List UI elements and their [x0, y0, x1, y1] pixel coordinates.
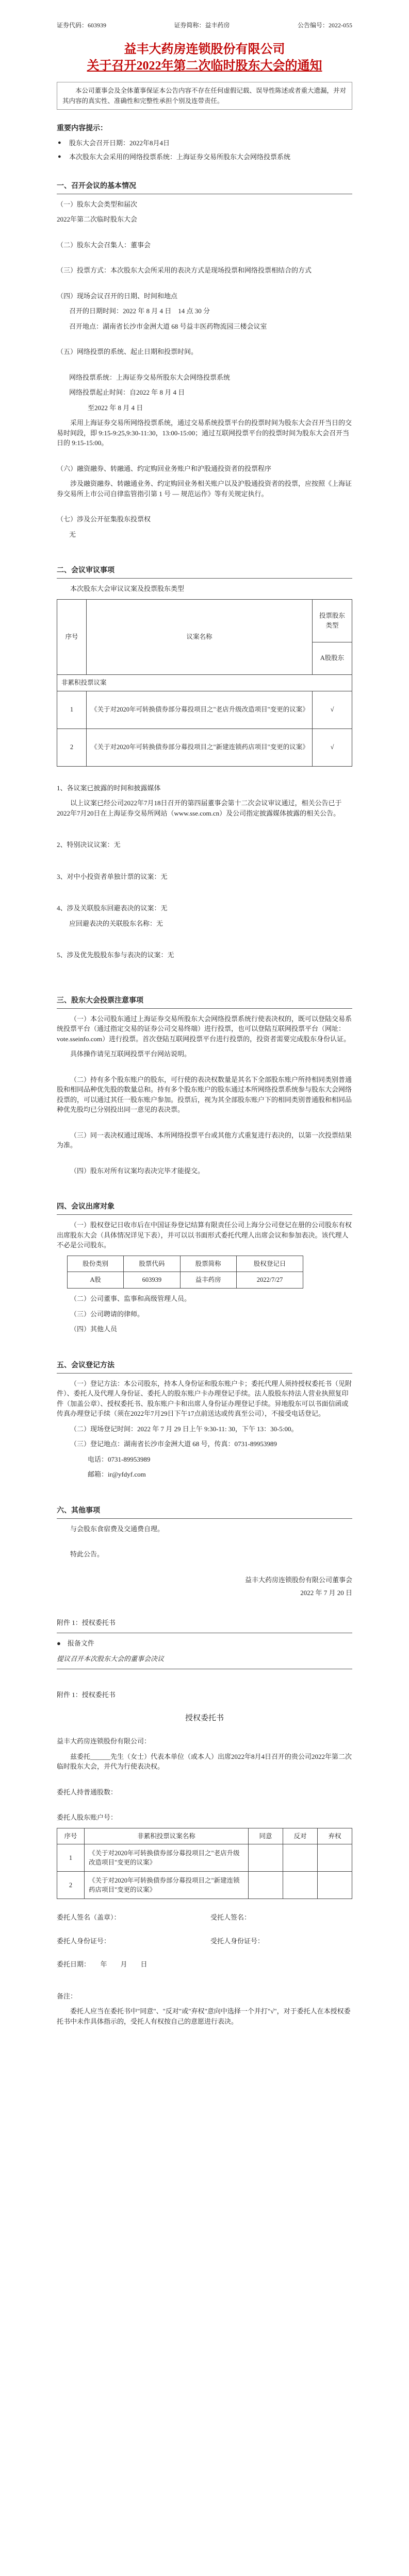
row-name: 《关于对2020年可转换债券部分募投项目之"新建连锁药店项目"变更的议案》 [85, 1872, 249, 1899]
section-5-head: 五、会议登记方法 [57, 1361, 114, 1369]
s3-p1: （一）本公司股东通过上海证券交易所股东大会网络投票系统行使表决权的，既可以登陆交易系统投票平台（通过指定交易的证券公司交易终端）进行投票，也可以登陆互联网投票平台（网址：vote.sseinfo.com）进行投票。首次登陆互联网投票平台进行投票的，投资者需要完成股东身份认证。 [57, 1014, 352, 1043]
company-title: 益丰大药房连锁股份有限公司 [124, 43, 285, 56]
s5-p1: （一）登记方法：本公司股东，持本人身份证和股东账户卡；委托代理人须持授权委托书（见附件）、委托人及代理人身份证、委托人的股东账户卡办理登记手续。法人股股东持法人营业执照复印件（加盖公章）、授权委托书、股东账户卡和出席人身份证办理登记手续。异地股东可以书面信函或传真办理登记手续（须在2022年7月29日下午17点前送达或传真至公司），不接受电话登记。 [57, 1379, 352, 1418]
s2-n2: 2、特别决议议案：无 [57, 841, 121, 849]
divider [57, 1008, 352, 1009]
s1-e-label: （五）网络投票的系统、起止日期和投票时间。 [57, 348, 198, 356]
s1-c-label: （三）投票方式：本次股东大会所采用的表决方式是现场投票和网络投票相结合的方式 [57, 266, 312, 275]
section-6-head: 六、其他事项 [57, 1506, 100, 1515]
table-row [68, 1272, 303, 1289]
signature-row [57, 1912, 352, 1923]
id-row [57, 1936, 352, 1946]
col-vote-type: 投票股东类型 [313, 599, 352, 642]
s1-a-value: 2022年第二次临时股东大会 [57, 215, 138, 224]
s3-p4: （四）股东对所有议案均表决完毕才能提交。 [70, 1166, 205, 1175]
vote-against-cell[interactable] [283, 1844, 318, 1872]
principal-id: 委托人身份证号： [57, 1937, 111, 1945]
s5-p2: （二）现场登记时间：2022 年 7 月 29 日上午 9:30-11: 30，下午 13：30-5:00。 [70, 1425, 298, 1433]
s2-n4b: 应回避表决的关联股东名称：无 [69, 919, 163, 927]
proposal-table [57, 599, 352, 767]
s1-d-label: （四）现场会议召开的日期、时间和地点 [57, 292, 178, 300]
s1-e-desc: 采用上海证券交易所网络投票系统，通过交易系统投票平台的投票时间为股东大会召开当日的交易时间段，即 9:15-9:25,9:30-11:30，13:00-15:00；通过互联网投票平台的投票时间为股东大会召开当日的 9:15-15:00。 [57, 419, 352, 447]
s1-d-place: 召开地点：湖南省长沙市金洲大道 68 号益丰医药物流园三楼会议室 [69, 322, 267, 330]
col-for: 同意 [249, 1828, 283, 1844]
col-abstain: 弃权 [318, 1828, 352, 1844]
col-a-share: A股股东 [313, 642, 352, 674]
s3-p3: （三）同一表决权通过现场、本所网络投票平台或其他方式重复进行表决的，以第一次投票结果为准。 [57, 1131, 352, 1149]
table-row [57, 1844, 352, 1872]
col-share-class: 股份类别 [68, 1256, 124, 1272]
vote-abstain-cell[interactable] [318, 1872, 352, 1899]
note-text: 委托人应当在委托书中"同意"、"反对"或"弃权"意向中选择一个并打"√"，对于委托人在本授权委托书中未作具体指示的，受托人有权按自己的意愿进行表决。 [57, 2007, 351, 2025]
proxy-body: 兹委托______先生（女士）代表本单位（或本人）出席2022年8月4日召开的贵公司2022年第二次临时股东大会，并代为行使表决权。 [57, 1752, 352, 1771]
filing-docs-head: ● 报备文件 [57, 1639, 94, 1648]
row-seq: 1 [57, 1844, 85, 1872]
s4-p4: （四）其他人员 [70, 1325, 118, 1333]
section-2-head: 二、会议审议事项 [57, 567, 114, 575]
agent-signature: 受托人签名： [210, 1913, 251, 1922]
divider [57, 1373, 352, 1374]
col-proposal-name: 议案名称 [87, 599, 313, 674]
s1-a-label: （一）股东大会类型和届次 [57, 200, 138, 208]
vote-for-cell[interactable] [249, 1872, 283, 1899]
proxy-ordinary: 委托人持普通股数： [57, 1788, 118, 1796]
sign-date: 2022 年 7 月 20 日 [300, 1589, 352, 1597]
col-stock-abbr: 股票简称 [180, 1256, 236, 1272]
important-item: ● 本次股东大会采用的网络投票系统：上海证券交易所股东大会网络投票系统 [57, 152, 352, 162]
section-3-head: 三、股东大会投票注意事项 [57, 996, 143, 1005]
section-1-head: 一、召开会议的基本情况 [57, 182, 136, 190]
s2-n3: 3、对中小投资者单独计票的议案：无 [57, 872, 168, 880]
s5-phone: 电话：0731-89953989 [88, 1455, 151, 1463]
agent-id: 受托人身份证号： [210, 1937, 264, 1945]
filing-docs-text: 提议召开本次股东大会的董事会决议 [57, 1654, 165, 1663]
record-date-table [67, 1256, 303, 1289]
proxy-account: 委托人股东账户号： [57, 1814, 118, 1822]
proxy-vote-table [57, 1828, 352, 1900]
s4-p1: （一）股权登记日收市后在中国证券登记结算有限责任公司上海分公司登记在册的公司股东有权出席股东大会（具体情况详见下表），并可以以书面形式委托代理人出席会议和参加表决。该代理人不必是公司股东。 [57, 1221, 352, 1249]
col-seq: 序号 [57, 1828, 85, 1844]
s6-p1: 与会股东食宿费及交通费自理。 [70, 1524, 165, 1533]
s1-e-range1: 网络投票起止时间：自2022 年 8 月 4 日 [69, 388, 185, 397]
s2-n5: 5、涉及优先股股东参与表决的议案：无 [57, 951, 174, 959]
row-seq: 1 [57, 691, 87, 728]
cell-stock-abbr: 益丰药房 [180, 1272, 236, 1289]
row-seq: 2 [57, 728, 87, 766]
s1-b-label: （二）股东大会召集人：董事会 [57, 241, 151, 249]
cell-share-class: A股 [68, 1272, 124, 1289]
s2-n1-text: 以上议案已经公司2022年7月18日召开的第四届董事会第十二次会议审议通过，相关公告已于2022年7月20日在上海证券交易所网站（www.sse.com.cn）及公司指定披露媒体披露的相关公告。 [57, 799, 342, 817]
s2-n1-head: 1、各议案已披露的时间和披露媒体 [57, 784, 161, 792]
s5-p3: （三）登记地点：湖南省长沙市金洲大道 68 号，传真：0731-89953989 [70, 1440, 277, 1448]
group-row: 非累积投票议案 [57, 674, 352, 691]
table-row [57, 1872, 352, 1899]
notice-title: 关于召开2022年第二次临时股东大会的通知 [87, 59, 322, 73]
s2-intro: 本次股东大会审议议案及投票股东类型 [70, 585, 185, 593]
vote-against-cell[interactable] [283, 1872, 318, 1899]
important-head: 重要内容提示： [57, 124, 107, 132]
s4-p2: （二）公司董事、监事和高级管理人员。 [70, 1295, 191, 1303]
row-mark: √ [313, 691, 352, 728]
col-proposal-name: 非累积投票议案名称 [85, 1828, 249, 1844]
s1-e-range2: 至2022 年 8 月 4 日 [88, 403, 143, 412]
table-row [57, 728, 352, 766]
board-disclaimer: 本公司董事会及全体董事保证本公告内容不存在任何虚假记载、误导性陈述或者重大遗漏，并对其内容的真实性、准确性和完整性承担个别及连带责任。 [57, 82, 352, 110]
s5-email: 邮箱：ir@yfdyf.com [88, 1470, 146, 1479]
stock-abbr: 证券简称：益丰药房 [174, 22, 230, 29]
s1-g-value: 无 [69, 530, 76, 538]
note-head: 备注： [57, 1992, 77, 2000]
s1-d-time: 召开的日期时间：2022 年 8 月 4 日 14 点 30 分 [69, 307, 210, 315]
row-name: 《关于对2020年可转换债券部分募投项目之"老店升级改造项目"变更的议案》 [87, 691, 313, 728]
cell-record-date: 2022/7/27 [236, 1272, 303, 1289]
s4-p3: （三）公司聘请的律师。 [70, 1310, 144, 1318]
proxy-date: 委托日期： 年 月 日 [57, 1960, 148, 1969]
divider [57, 1518, 352, 1519]
proxy-to: 益丰大药房连锁股份有限公司： [57, 1737, 151, 1745]
col-against: 反对 [283, 1828, 318, 1844]
stock-code: 证券代码：603939 [57, 22, 107, 29]
attachment-1: 附件 1：授权委托书 [57, 1618, 116, 1626]
important-item: ● 股东大会召开日期：2022年8月4日 [57, 138, 352, 148]
document-body [57, 21, 352, 2031]
row-mark: √ [313, 728, 352, 766]
s2-n4a: 4、涉及关联股东回避表决的议案：无 [57, 904, 168, 912]
table-row [57, 691, 352, 728]
vote-for-cell[interactable] [249, 1844, 283, 1872]
divider [57, 1214, 352, 1215]
s6-p2: 特此公告。 [70, 1550, 104, 1558]
row-name: 《关于对2020年可转换债券部分募投项目之"新建连锁药店项目"变更的议案》 [87, 728, 313, 766]
s3-p1b: 具体操作请见互联网投票平台网站说明。 [70, 1050, 191, 1058]
s1-g-label: （七）涉及公开征集股东投票权 [57, 515, 151, 523]
row-name: 《关于对2020年可转换债券部分募投项目之"老店升级改造项目"变更的议案》 [85, 1844, 249, 1872]
s3-p2: （二）持有多个股东账户的股东，可行使的表决权数量是其名下全部股东账户所持相同类别普通股和相同品种优先股的数量总和。持有多个股东账户的股东通过本所网络投票系统参与股东大会网络投票的，可以通过其任一股东账户参加。投票后，视为其全部股东账户下的相同类别普通股和相同品种优先股均已分别投出同一意见的表决票。 [57, 1075, 352, 1114]
important-list [57, 138, 352, 162]
signature-block [57, 1575, 352, 1598]
proxy-title: 授权委托书 [185, 1714, 224, 1722]
col-stock-code: 股票代码 [124, 1256, 180, 1272]
section-4-head: 四、会议出席对象 [57, 1203, 114, 1211]
vote-abstain-cell[interactable] [318, 1844, 352, 1872]
s1-f-label: （六）融资融券、转融通、约定购回业务账户和沪股通投资者的投票程序 [57, 464, 272, 472]
col-seq: 序号 [57, 599, 87, 674]
s1-e-system: 网络投票系统：上海证券交易所股东大会网络投票系统 [69, 373, 231, 381]
s1-f-desc: 涉及融资融券、转融通业务、约定购回业务相关账户以及沪股通投资者的投票，应按照《上海证券交易所上市公司自律监管指引第 1 号 — 规范运作》等有关规定执行。 [57, 480, 352, 498]
proxy-label: 附件 1：授权委托书 [57, 1691, 116, 1699]
header-bar [57, 21, 352, 30]
divider [57, 578, 352, 579]
row-seq: 2 [57, 1872, 85, 1899]
principal-signature: 委托人签名（盖章）： [57, 1913, 121, 1922]
col-record-date: 股权登记日 [236, 1256, 303, 1272]
sign-company: 益丰大药房连锁股份有限公司董事会 [244, 1575, 352, 1584]
cell-stock-code: 603939 [124, 1272, 180, 1289]
notice-number: 公告编号：2022-055 [298, 22, 352, 29]
